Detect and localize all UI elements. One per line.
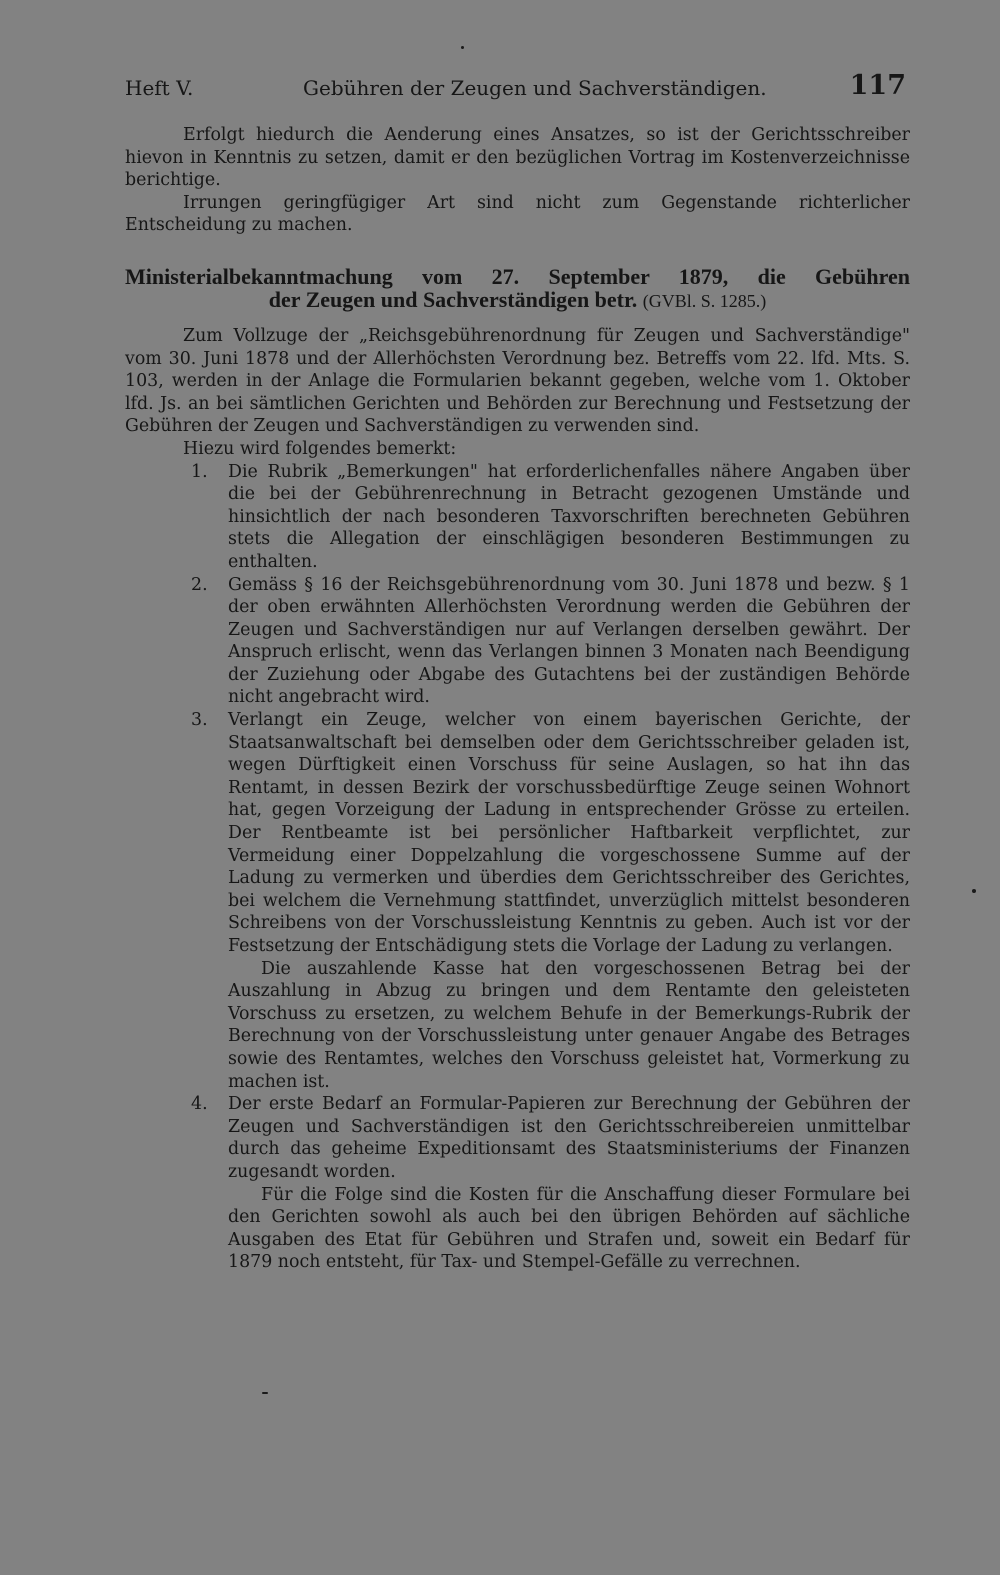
item-paragraph: Für die Folge sind die Kosten für die Anschaffung dieser Formulare bei den Gerichten sowohl als auch bei den übrigen Behörden auf sächliche Ausgaben des Etat für Gebühren und Strafen und, soweit ein Bedarf für 1879 noch entsteht, für Tax- und Stempel-Gefälle zu verrechnen. xyxy=(228,1184,910,1273)
item-number: 3. xyxy=(191,710,208,731)
document-page xyxy=(125,70,910,1274)
item-paragraph: Gemäss § 16 der Reichsgebührenordnung vom 30. Juni 1878 und bezw. § 1 der oben erwähnten Allerhöchsten Verordnung werden die Gebühren der Zeugen und Sachverständigen nur auf Verlangen derselben gewährt. Der Anspruch erlischt, wenn das Verlangen binnen 3 Monaten nach Beendigung der Zuziehung oder Abgabe des Gutachtens bei der zuständigen Behörde nicht angebracht wird. xyxy=(228,574,910,708)
intro-paragraph: Irrungen geringfügiger Art sind nicht zum Gegenstande richterlicher Entscheidung zu machen. xyxy=(125,192,910,236)
heading-line-1: Ministerialbekanntmachung vom 27. September 1879, die Gebühren xyxy=(125,263,910,289)
intro-paragraph: Erfolgt hiedurch die Aenderung eines Ansatzes, so ist der Gerichtsschreiber hievon in Kenntnis zu setzen, damit er den bezüglichen Vortrag im Kostenverzeichnisse berichtige. xyxy=(125,125,910,191)
item-number: 4. xyxy=(191,1094,208,1115)
numbered-list xyxy=(125,461,910,1274)
heading-line-2-text: der Zeugen und Sachverständigen betr. xyxy=(268,286,638,312)
item-paragraph: Der erste Bedarf an Formular-Papieren zur Berechnung der Gebühren der Zeugen und Sachverständigen ist den Gerichtsschreibereien unmittelbar durch das geheime Expeditionsamt des Staatsministeriums der Finanzen zugesandt worden. xyxy=(228,1094,910,1182)
print-speck xyxy=(262,1392,268,1394)
list-item-3 xyxy=(125,709,910,1093)
running-header xyxy=(125,70,910,110)
heading-reference: (GVBl. S. 1285.) xyxy=(642,290,767,311)
print-speck xyxy=(972,889,976,893)
item-paragraph: Verlangt ein Zeuge, welcher von einem bayerischen Gerichte, der Staatsanwaltschaft bei demselben oder dem Gerichtsschreiber geladen ist, wegen Dürftigkeit einen Vorschuss für seine Auslagen, so hat ihn das Rentamt, in dessen Bezirk der vorschussbedürftige Zeuge seinen Wohnort hat, gegen Vorzeigung der Ladung in entsprechender Grösse zu erteilen. Der Rentbeamte ist bei persönlicher Haftbarkeit verpflichtet, zur Vermeidung einer Doppelzahlung die vorgeschossene Summe auf der Ladung zu vermerken und überdies dem Gerichtsschreiber des Gerichtes, bei welchem die Vernehmung stattfindet, unverzüglich mittelst besonderen Schreibens von der Vorschussleistung Kenntnis zu geben. Auch ist vor der Festsetzung der Entschädigung stets die Vorlage der Ladung zu verlangen. xyxy=(228,710,910,956)
running-title: Gebühren der Zeugen und Sachverständigen. xyxy=(303,76,767,100)
list-item-4 xyxy=(125,1093,910,1274)
item-paragraph: Die Rubrik „Bemerkungen" hat erforderlichenfalles nähere Angaben über die bei der Gebührenrechnung in Betracht gezogenen Umstände und hinsichtlich der nach besonderen Taxvorschriften berechneten Gebühren stets die Allegation der einschlägigen besonderen Bestimmungen zu enthalten. xyxy=(228,461,910,572)
issue-label: Heft V. xyxy=(125,76,194,100)
item-paragraph: Die auszahlende Kasse hat den vorgeschossenen Betrag bei der Auszahlung in Abzug zu bringen und dem Rentamte den geleisteten Vorschuss zu ersetzen, zu welchem Behufe in der Bemerkungs-Rubrik der Berechnung von der Vorschussleistung unter genauer Angabe des Betrages sowie des Rentamtes, welches den Vorschuss geleistet hat, Vormerkung zu machen ist. xyxy=(228,958,910,1092)
page-number: 117 xyxy=(849,70,906,101)
section-heading xyxy=(125,265,910,313)
heading-line-2 xyxy=(125,288,910,313)
list-item-2 xyxy=(125,574,910,710)
item-number: 1. xyxy=(191,461,208,482)
page-body xyxy=(125,124,910,1274)
list-item-1 xyxy=(125,461,910,574)
lead-paragraph: Zum Vollzuge der „Reichsgebührenordnung für Zeugen und Sachverständige" vom 30. Juni 1878 und der Allerhöchsten Verordnung bez. Betreffs vom 22. lfd. Mts. S. 103, werden in der Anlage die Formularien bekannt gegeben, welche vom 1. Oktober lfd. Js. an bei sämtlichen Gerichten und Behörden zur Berechnung und Festsetzung der Gebühren der Zeugen und Sachverständigen zu verwenden sind. xyxy=(125,325,910,437)
lead-paragraph: Hiezu wird folgendes bemerkt: xyxy=(183,438,457,459)
item-number: 2. xyxy=(191,574,208,595)
print-speck xyxy=(461,46,464,49)
